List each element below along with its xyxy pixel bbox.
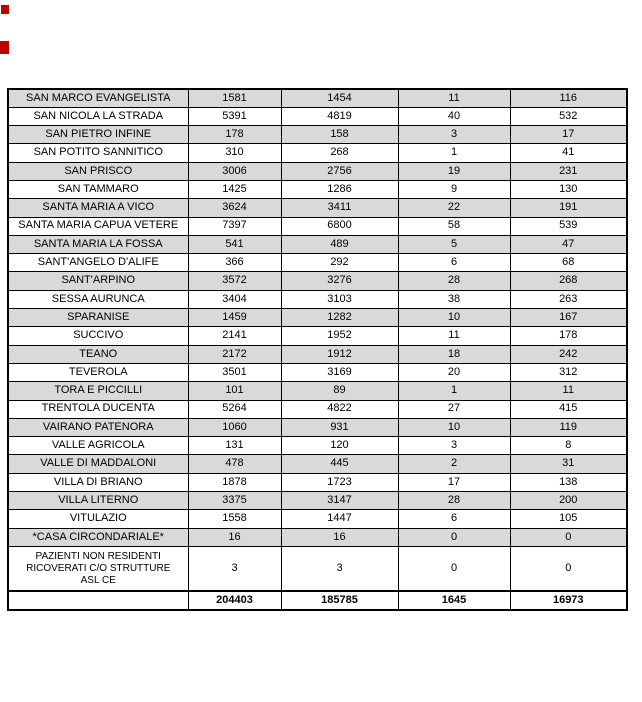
value-cell: 1060 [188, 418, 281, 436]
municipality-name-cell: SANTA MARIA LA FOSSA [8, 235, 188, 253]
municipality-name-cell: SAN TAMMARO [8, 180, 188, 198]
value-cell: 191 [510, 199, 627, 217]
municipality-cases-table [7, 88, 628, 611]
value-cell: 38 [398, 290, 510, 308]
value-cell: 138 [510, 473, 627, 491]
municipality-name-cell: SAN PIETRO INFINE [8, 126, 188, 144]
value-cell: 120 [281, 437, 398, 455]
value-cell: 89 [281, 382, 398, 400]
value-cell: 1581 [188, 89, 281, 107]
municipality-name-cell: TRENTOLA DUCENTA [8, 400, 188, 418]
municipality-name-cell: TEVEROLA [8, 363, 188, 381]
value-cell: 3 [281, 546, 398, 591]
value-cell: 3 [398, 126, 510, 144]
value-cell: 18 [398, 345, 510, 363]
value-cell: 532 [510, 107, 627, 125]
value-cell: 3276 [281, 272, 398, 290]
red-mark-bottom-icon [0, 41, 9, 54]
value-cell: 3404 [188, 290, 281, 308]
value-cell: 3147 [281, 492, 398, 510]
total-value-cell: 185785 [281, 591, 398, 610]
table-row [8, 455, 627, 473]
value-cell: 539 [510, 217, 627, 235]
value-cell: 4822 [281, 400, 398, 418]
table-row [8, 144, 627, 162]
value-cell: 3103 [281, 290, 398, 308]
value-cell: 3375 [188, 492, 281, 510]
value-cell: 3572 [188, 272, 281, 290]
municipality-name-cell: SPARANISE [8, 309, 188, 327]
value-cell: 27 [398, 400, 510, 418]
municipality-name-cell: SAN NICOLA LA STRADA [8, 107, 188, 125]
value-cell: 101 [188, 382, 281, 400]
value-cell: 268 [281, 144, 398, 162]
table-row [8, 162, 627, 180]
table-row [8, 546, 627, 591]
table-row [8, 126, 627, 144]
table-row [8, 400, 627, 418]
value-cell: 366 [188, 254, 281, 272]
value-cell: 541 [188, 235, 281, 253]
table-row [8, 89, 627, 107]
value-cell: 2141 [188, 327, 281, 345]
value-cell: 1286 [281, 180, 398, 198]
value-cell: 58 [398, 217, 510, 235]
municipality-name-cell: *CASA CIRCONDARIALE* [8, 528, 188, 546]
municipality-name-cell: SANTA MARIA CAPUA VETERE [8, 217, 188, 235]
value-cell: 5 [398, 235, 510, 253]
value-cell: 489 [281, 235, 398, 253]
value-cell: 11 [398, 327, 510, 345]
table-row [8, 492, 627, 510]
municipality-name-cell: SANT'ARPINO [8, 272, 188, 290]
value-cell: 478 [188, 455, 281, 473]
total-value-cell: 204403 [188, 591, 281, 610]
value-cell: 130 [510, 180, 627, 198]
value-cell: 415 [510, 400, 627, 418]
municipality-name-cell: VALLE AGRICOLA [8, 437, 188, 455]
value-cell: 16 [188, 528, 281, 546]
value-cell: 5391 [188, 107, 281, 125]
value-cell: 16 [281, 528, 398, 546]
municipality-name-cell: TEANO [8, 345, 188, 363]
value-cell: 310 [188, 144, 281, 162]
table-row [8, 180, 627, 198]
value-cell: 2172 [188, 345, 281, 363]
municipality-name-cell: VITULAZIO [8, 510, 188, 528]
value-cell: 263 [510, 290, 627, 308]
table-row [8, 199, 627, 217]
municipality-name-cell: SANT'ANGELO D'ALIFE [8, 254, 188, 272]
total-value-cell: 1645 [398, 591, 510, 610]
value-cell: 167 [510, 309, 627, 327]
table-row [8, 528, 627, 546]
value-cell: 0 [398, 528, 510, 546]
value-cell: 292 [281, 254, 398, 272]
value-cell: 1454 [281, 89, 398, 107]
value-cell: 41 [510, 144, 627, 162]
value-cell: 19 [398, 162, 510, 180]
value-cell: 10 [398, 418, 510, 436]
value-cell: 1425 [188, 180, 281, 198]
value-cell: 2 [398, 455, 510, 473]
value-cell: 3 [398, 437, 510, 455]
value-cell: 17 [398, 473, 510, 491]
municipality-name-cell: VILLA DI BRIANO [8, 473, 188, 491]
table-row [8, 473, 627, 491]
table-row [8, 309, 627, 327]
table-row [8, 345, 627, 363]
red-mark-top-icon [1, 5, 9, 14]
value-cell: 11 [510, 382, 627, 400]
table-row [8, 363, 627, 381]
table-row [8, 217, 627, 235]
value-cell: 3501 [188, 363, 281, 381]
municipality-name-cell: SAN PRISCO [8, 162, 188, 180]
total-value-cell: 16973 [510, 591, 627, 610]
value-cell: 178 [188, 126, 281, 144]
municipality-name-cell: VALLE DI MADDALONI [8, 455, 188, 473]
value-cell: 445 [281, 455, 398, 473]
value-cell: 1447 [281, 510, 398, 528]
value-cell: 158 [281, 126, 398, 144]
value-cell: 105 [510, 510, 627, 528]
value-cell: 6800 [281, 217, 398, 235]
table-row [8, 510, 627, 528]
value-cell: 7397 [188, 217, 281, 235]
municipality-name-cell: SAN POTITO SANNITICO [8, 144, 188, 162]
value-cell: 6 [398, 254, 510, 272]
value-cell: 5264 [188, 400, 281, 418]
value-cell: 116 [510, 89, 627, 107]
table-row [8, 235, 627, 253]
value-cell: 28 [398, 272, 510, 290]
value-cell: 1 [398, 382, 510, 400]
value-cell: 11 [398, 89, 510, 107]
municipality-name-cell: TORA E PICCILLI [8, 382, 188, 400]
table-row [8, 418, 627, 436]
value-cell: 0 [510, 546, 627, 591]
value-cell: 1912 [281, 345, 398, 363]
value-cell: 47 [510, 235, 627, 253]
municipality-name-cell: PAZIENTI NON RESIDENTI RICOVERATI C/O STRUTTURE ASL CE [8, 546, 188, 591]
value-cell: 31 [510, 455, 627, 473]
value-cell: 3169 [281, 363, 398, 381]
municipality-name-cell: VAIRANO PATENORA [8, 418, 188, 436]
value-cell: 200 [510, 492, 627, 510]
value-cell: 312 [510, 363, 627, 381]
value-cell: 131 [188, 437, 281, 455]
value-cell: 28 [398, 492, 510, 510]
value-cell: 268 [510, 272, 627, 290]
value-cell: 231 [510, 162, 627, 180]
value-cell: 1723 [281, 473, 398, 491]
value-cell: 20 [398, 363, 510, 381]
value-cell: 3411 [281, 199, 398, 217]
table-body [8, 89, 627, 610]
value-cell: 3006 [188, 162, 281, 180]
value-cell: 10 [398, 309, 510, 327]
value-cell: 178 [510, 327, 627, 345]
table-row [8, 437, 627, 455]
value-cell: 242 [510, 345, 627, 363]
table-row [8, 382, 627, 400]
value-cell: 6 [398, 510, 510, 528]
value-cell: 0 [398, 546, 510, 591]
municipality-name-cell: SANTA MARIA A VICO [8, 199, 188, 217]
value-cell: 1459 [188, 309, 281, 327]
value-cell: 8 [510, 437, 627, 455]
value-cell: 3 [188, 546, 281, 591]
value-cell: 1 [398, 144, 510, 162]
total-label-cell [8, 591, 188, 610]
value-cell: 40 [398, 107, 510, 125]
value-cell: 9 [398, 180, 510, 198]
table-row [8, 290, 627, 308]
municipality-name-cell: SAN MARCO EVANGELISTA [8, 89, 188, 107]
value-cell: 22 [398, 199, 510, 217]
value-cell: 3624 [188, 199, 281, 217]
table-row [8, 272, 627, 290]
municipality-name-cell: SUCCIVO [8, 327, 188, 345]
table-row [8, 254, 627, 272]
total-row [8, 591, 627, 610]
table-row [8, 327, 627, 345]
value-cell: 17 [510, 126, 627, 144]
value-cell: 0 [510, 528, 627, 546]
municipality-name-cell: VILLA LITERNO [8, 492, 188, 510]
value-cell: 931 [281, 418, 398, 436]
municipality-name-cell: SESSA AURUNCA [8, 290, 188, 308]
value-cell: 1878 [188, 473, 281, 491]
value-cell: 2756 [281, 162, 398, 180]
value-cell: 68 [510, 254, 627, 272]
value-cell: 1952 [281, 327, 398, 345]
value-cell: 119 [510, 418, 627, 436]
value-cell: 1558 [188, 510, 281, 528]
value-cell: 1282 [281, 309, 398, 327]
value-cell: 4819 [281, 107, 398, 125]
table-row [8, 107, 627, 125]
